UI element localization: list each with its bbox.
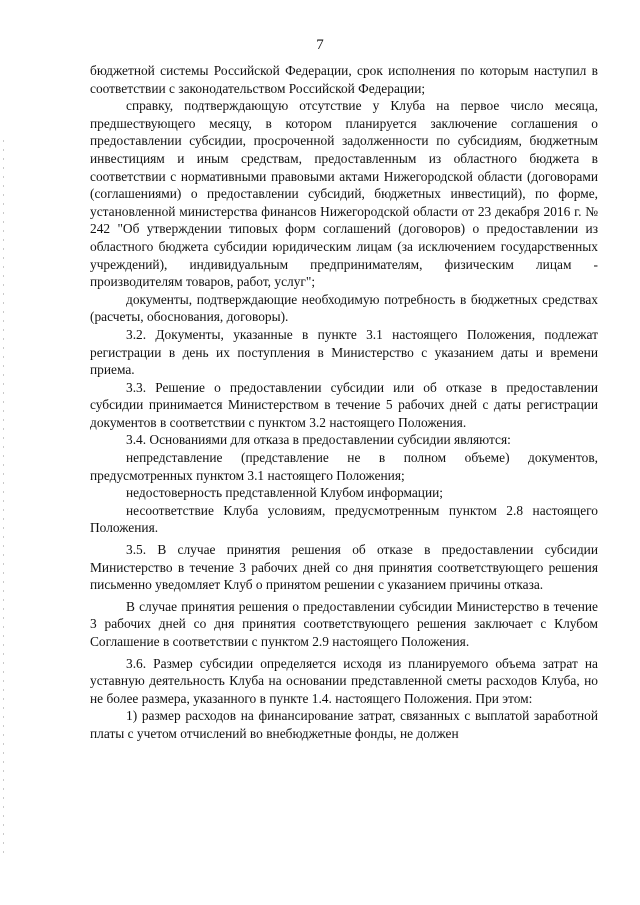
paragraph: 3.3. Решение о предоставлении субсидии или об отказе в предоставлении субсидии принимается Министерством в течение 5 рабочих дней с даты регистрации документов в соответствии с пунктом 3.2 настоящего Положения. bbox=[90, 379, 598, 430]
paragraph: 3.4. Основаниями для отказа в предоставлении субсидии являются: bbox=[126, 432, 511, 448]
paragraph: 3.5. В случае принятия решения об отказе в предоставлении субсидии Министерство в течение 3 рабочих дней со дня принятия соответствующего решения письменно уведомляет Клуб о принятом решении с указанием причины отказа. bbox=[90, 542, 598, 593]
page-number: 7 bbox=[316, 37, 324, 53]
paragraph: справку, подтверждающую отсутствие у Клуба на первое число месяца, предшествующего месяцу, в котором планируется заключение соглашения о предоставлении субсидии, просроченной задолженности по субсидиям, бюджетным инвестициям и иным средствам, предоставленным из областного бюджета в соответствии с нормативными правовыми актами Нижегородской области (договорами (соглашениями) о предоставлении субсидий, бюджетных инвестиций), по форме, установленной министерства финансов Нижегородской области от 23 декабря 2016 г. № 242 "Об утверждении типовых форм соглашений (договоров) о предоставлении из областного бюджета субсидии юридическим лицам (за исключением государственных учреждений), индивидуальным предпринимателям, физическим лицам - производителям товаров, работ, услуг"; bbox=[90, 98, 598, 290]
paragraph: недостоверность представленной Клубом информации; bbox=[126, 485, 444, 501]
paragraph: В случае принятия решения о предоставлении субсидии Министерство в течение 3 рабочих дней со дня принятия соответствующего решения заключает с Клубом Соглашение в соответствии с пунктом 2.9 настоящего Положения. bbox=[90, 598, 598, 649]
paragraph: 3.6. Размер субсидии определяется исходя из планируемого объема затрат на уставную деятельность Клуба на основании представленной сметы расходов Клуба, но не более размера, указанного в пункте 1.4. настоящего Положения. При этом: bbox=[90, 655, 598, 706]
scan-margin-noise bbox=[3, 140, 4, 860]
document-body bbox=[90, 62, 598, 743]
paragraph: несоответствие Клуба условиям, предусмотренным пунктом 2.8 настоящего Положения. bbox=[90, 502, 598, 536]
paragraph: непредставление (представление не в полном объеме) документов, предусмотренных пунктом 3.1 настоящего Положения; bbox=[90, 450, 598, 483]
paragraph: 1) размер расходов на финансирование затрат, связанных с выплатой заработной платы с учетом отчислений во внебюджетные фонды, не должен bbox=[90, 708, 598, 741]
paragraph: документы, подтверждающие необходимую потребность в бюджетных средствах (расчеты, обоснования, договоры). bbox=[90, 291, 598, 325]
paragraph: 3.2. Документы, указанные в пункте 3.1 настоящего Положения, подлежат регистрации в день их поступления в Министерство с указанием даты и времени приема. bbox=[90, 326, 598, 378]
paragraph: бюджетной системы Российской Федерации, срок исполнения по которым наступил в соответствии с законодательством Российской Федерации; bbox=[90, 63, 598, 96]
